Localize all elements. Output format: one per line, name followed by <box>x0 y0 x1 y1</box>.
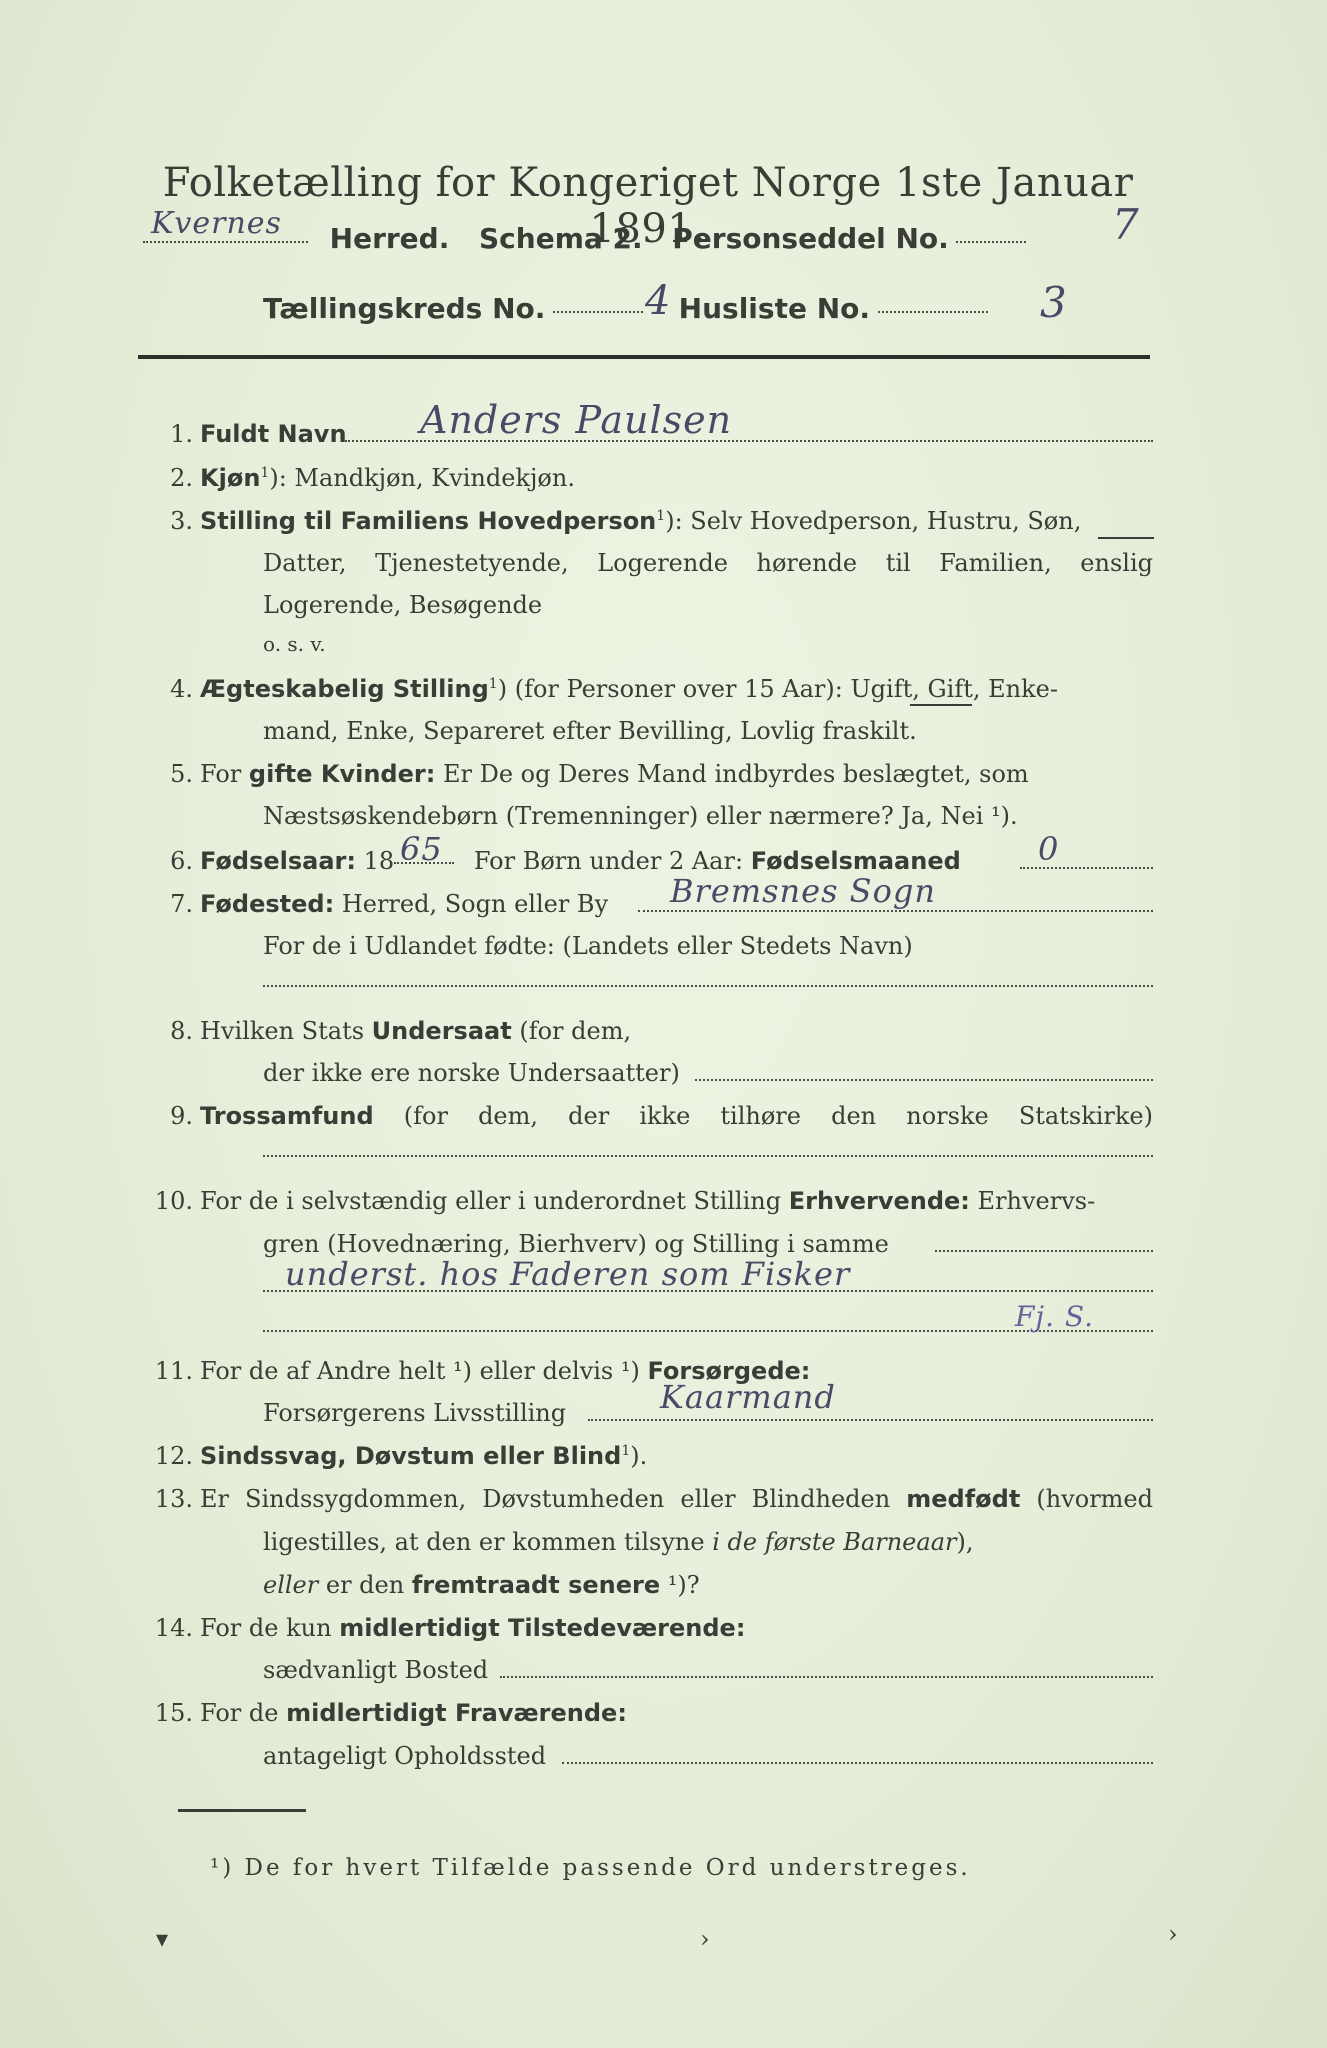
q10-answer-2: Fj. S. <box>1015 1300 1094 1333</box>
q3-label: Stilling til Familiens Hovedperson <box>200 507 657 535</box>
q8-label: Undersaat <box>371 1017 512 1045</box>
q5-text-1: Er De og Deres Mand indbyrdes beslægtet, som <box>442 760 1029 788</box>
personseddel-number: 7 <box>1112 200 1140 249</box>
herred-label: Herred. <box>329 222 450 255</box>
q13-label: medfødt <box>906 1485 1021 1513</box>
q2-label: Kjøn <box>200 464 261 492</box>
kreds-line <box>263 292 988 325</box>
q11-answer: Kaarmand <box>660 1378 836 1416</box>
q4-underline-ugift <box>910 704 972 706</box>
q1-answer: Anders Paulsen <box>420 398 733 442</box>
form-title: Folketælling for Kongeriget Norge 1ste Januar 1891. <box>162 160 1134 252</box>
corner-mark-icon: ▾ <box>156 1925 169 1953</box>
q7-text-2: For de i Udlandet fødte: (Landets eller Stedets Navn) <box>263 932 913 960</box>
q15-text-2: antageligt Opholdssted <box>263 1742 547 1770</box>
q15-label: midlertidigt Fraværende: <box>286 1699 627 1727</box>
q10-label: Erhvervende: <box>788 1187 970 1215</box>
q3-number: 3. <box>170 507 193 535</box>
q7-row <box>200 890 608 918</box>
q7-number: 7. <box>170 890 193 918</box>
kreds-number: 4 <box>645 278 672 324</box>
kreds-label: Tællingskreds No. <box>263 292 546 325</box>
corner-mark-icon: › <box>700 1925 710 1953</box>
q2-row: Kjøn$^1$): Mandkjøn, Kvindekjøn. <box>200 464 575 492</box>
q6-row: Fødselsaar: 18 For Børn under 2 Aar: Fødselsmaaned <box>200 847 961 875</box>
q7-options: Herred, Sogn eller By <box>341 890 609 918</box>
q13-number: 13. <box>154 1485 193 1513</box>
q10-row: For de i selvstændig eller i underordnet Stilling Erhvervende: Erhvervs- <box>200 1187 1096 1215</box>
q14-text-2: sædvanligt Bosted <box>263 1656 489 1684</box>
husliste-label: Husliste No. <box>678 292 870 325</box>
q7-answer: Bremsnes Sogn <box>670 872 936 910</box>
header-rule <box>138 355 1150 359</box>
q10-number: 10. <box>154 1187 193 1215</box>
q9-text: (for dem, der ikke tilhøre den norske Statskirke) <box>403 1102 1153 1130</box>
personseddel-label: Personseddel No. <box>672 222 949 255</box>
q11-label: Forsørgede: <box>647 1357 811 1385</box>
q8-number: 8. <box>170 1017 193 1045</box>
q13-text-2: ligestilles, at den er kommen tilsyne i de første Barneaar), <box>263 1528 974 1556</box>
q10-text-2: gren (Hovednæring, Bierhverv) og Stilling i samme <box>263 1230 889 1258</box>
schema-label: Schema 2. <box>479 222 643 255</box>
q11-text-2: Forsørgerens Livsstilling <box>263 1399 567 1427</box>
q4-number: 4. <box>170 675 193 703</box>
q12-number: 12. <box>154 1442 193 1470</box>
q3-row: Stilling til Familiens Hovedperson$^1$): Selv Hovedperson, Hustru, Søn, <box>200 507 1082 535</box>
q12-row: Sindssvag, Døvstum eller Blind$^1$). <box>200 1442 648 1470</box>
q12-label: Sindssvag, Døvstum eller Blind <box>200 1442 622 1470</box>
q6-number: 6. <box>170 847 193 875</box>
q1-label: Fuldt Navn <box>200 420 347 448</box>
q4-row: Ægteskabelig Stilling$^1$) (for Personer over 15 Aar): Ugift, Gift, Enke- <box>200 675 1058 703</box>
q13-row: Er Sindssygdommen, Døvstumheden eller Blindheden medfødt (hvormed <box>200 1485 1153 1513</box>
q9-label: Trossamfund <box>200 1102 374 1130</box>
q5-label: gifte Kvinder: <box>248 760 436 788</box>
q5-number: 5. <box>170 760 193 788</box>
q6-label: Fødselsaar: <box>200 847 356 875</box>
q10-answer: underst. hos Faderen som Fisker <box>285 1255 851 1293</box>
q14-label: midlertidigt Tilstedeværende: <box>339 1614 746 1642</box>
husliste-number: 3 <box>1040 278 1068 327</box>
q3-options-2: Datter, Tjenestetyende, Logerende hørende til Familien, enslig <box>263 549 1153 577</box>
q3-underline-son <box>1098 537 1154 539</box>
herred-line <box>143 206 1026 255</box>
q4-options-1: ) (for Personer over 15 Aar): Ugift, Gift, Enke- <box>497 675 1058 703</box>
q1-row <box>200 420 347 448</box>
q4-label: Ægteskabelig Stilling <box>200 675 489 703</box>
q14-number: 14. <box>154 1614 193 1642</box>
q8-row: Hvilken Stats Undersaat (for dem, <box>200 1017 632 1045</box>
footnote-rule <box>178 1809 306 1812</box>
q15-number: 15. <box>154 1699 193 1727</box>
q9-row <box>200 1102 1153 1130</box>
q6-month-answer: 0 <box>1038 830 1060 868</box>
corner-mark-icon: › <box>1168 1920 1178 1948</box>
herred-name: Kvernes <box>151 206 282 241</box>
q3-options-4: o. s. v. <box>263 632 326 656</box>
q3-options-3: Logerende, Besøgende <box>263 591 543 619</box>
q14-row: For de kun midlertidigt Tilstedeværende: <box>200 1614 746 1642</box>
q1-number: 1. <box>170 420 193 448</box>
q3-options-1: ): Selv Hovedperson, Hustru, Søn, <box>665 507 1082 535</box>
footnote: ¹) De for hvert Tilfælde passende Ord understreges. <box>210 1855 971 1881</box>
q11-row: For de af Andre helt ¹) eller delvis ¹) Forsørgede: <box>200 1357 811 1385</box>
q13-text-3: eller er den fremtraadt senere ¹)? <box>263 1571 700 1599</box>
q6-label2: Fødselsmaaned <box>750 847 961 875</box>
q7-label: Fødested: <box>200 890 335 918</box>
q8-text-2: der ikke ere norske Undersaatter) <box>263 1059 680 1087</box>
q5-row: For gifte Kvinder: Er De og Deres Mand indbyrdes beslægtet, som <box>200 760 1029 788</box>
q5-text-2: Næstsøskendebørn (Tremenninger) eller nærmere? Ja, Nei ¹). <box>263 802 1018 830</box>
q2-options: ): Mandkjøn, Kvindekjøn. <box>269 464 575 492</box>
q2-number: 2. <box>170 464 193 492</box>
q6-year-answer: 65 <box>400 830 443 868</box>
q9-number: 9. <box>170 1102 193 1130</box>
q4-options-2: mand, Enke, Separeret efter Bevilling, Lovlig fraskilt. <box>263 717 917 745</box>
q6-mid: For Børn under 2 Aar: <box>473 847 744 875</box>
q13-label-2: fremtraadt senere <box>411 1571 661 1599</box>
q15-row: For de midlertidigt Fraværende: <box>200 1699 627 1727</box>
q11-number: 11. <box>154 1357 193 1385</box>
